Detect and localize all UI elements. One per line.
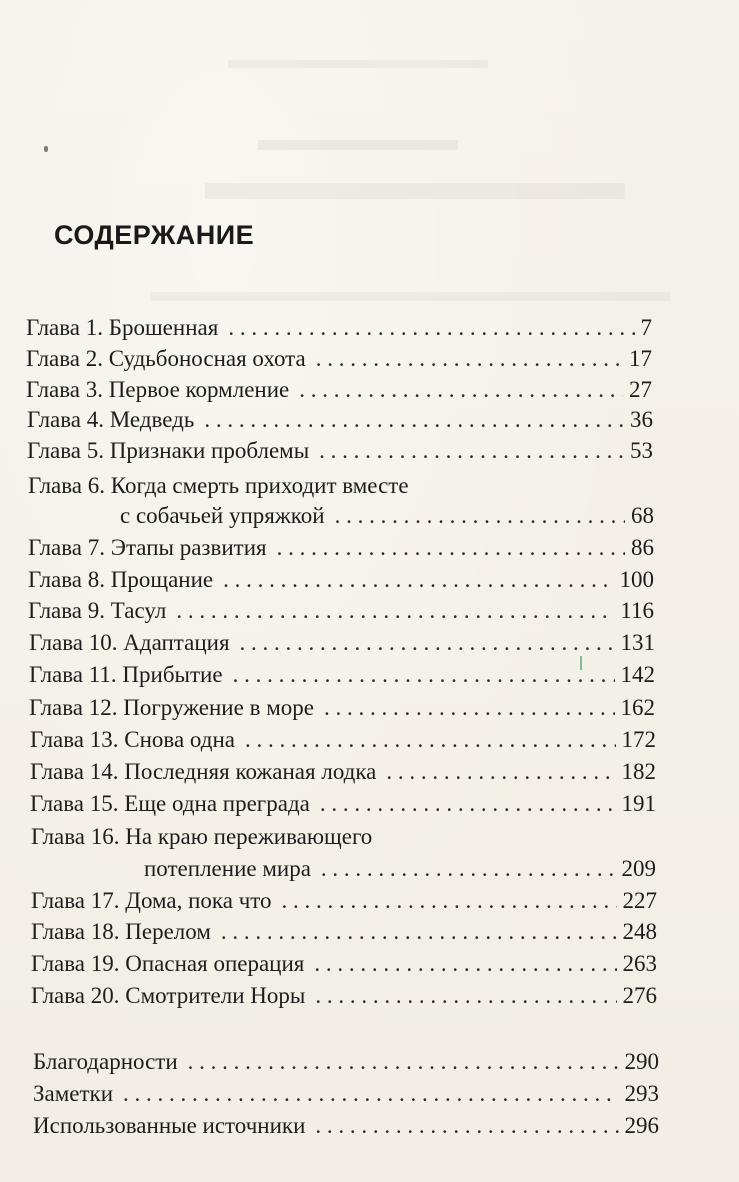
page-title: СОДЕРЖАНИЕ — [54, 220, 255, 250]
toc-page-number: 290 — [624, 1049, 659, 1074]
dot-leader — [321, 854, 616, 884]
toc-entry-label: Глава 19. Опасная операция — [31, 951, 305, 976]
toc-entry-label: Благодарности — [33, 1049, 178, 1074]
toc-entry[interactable] — [31, 886, 657, 916]
toc-entry[interactable] — [144, 854, 656, 884]
toc-page-number: 68 — [631, 503, 654, 528]
toc-entry[interactable] — [31, 949, 657, 979]
dot-leader — [240, 628, 615, 658]
dot-leader — [315, 981, 616, 1011]
dot-leader — [314, 949, 616, 979]
toc-entry[interactable] — [28, 565, 654, 595]
toc-entry[interactable] — [29, 628, 655, 658]
dot-leader — [277, 533, 625, 563]
dot-leader — [176, 596, 614, 626]
toc-entry[interactable] — [26, 313, 652, 343]
toc-page-number: 227 — [622, 888, 657, 913]
dot-leader — [315, 1111, 618, 1141]
dot-leader — [233, 660, 615, 690]
toc-entry-label: Глава 12. Погружение в море — [29, 695, 314, 720]
toc-entry-label: Глава 2. Судьбоносная охота — [26, 346, 306, 371]
toc-entry-label[interactable]: Глава 16. На краю переживающего — [31, 824, 373, 849]
dot-leader — [228, 313, 634, 343]
toc-page-number: 36 — [630, 407, 653, 432]
toc-page-number: 86 — [631, 535, 654, 560]
toc-page-number: 100 — [619, 567, 654, 592]
toc-page-number: 116 — [620, 598, 654, 623]
dot-leader — [386, 757, 615, 787]
toc-entry[interactable] — [27, 436, 653, 466]
toc-entry-label: Заметки — [33, 1081, 114, 1106]
toc-entry-label: Глава 7. Этапы развития — [28, 535, 267, 560]
toc-entry[interactable] — [33, 1079, 659, 1109]
toc-page-number: 172 — [621, 727, 656, 752]
toc-entry[interactable] — [29, 693, 655, 723]
toc-page-number: 27 — [629, 377, 652, 402]
toc-page-number: 276 — [622, 983, 657, 1008]
toc-entry[interactable] — [30, 757, 656, 787]
dot-leader — [335, 501, 625, 531]
toc-entry[interactable] — [26, 375, 652, 405]
toc-entry[interactable] — [33, 1047, 659, 1077]
toc-entry-label: Глава 18. Перелом — [31, 919, 211, 944]
toc-entry-label: Глава 15. Еще одна преграда — [30, 791, 310, 816]
toc-page-number: 7 — [640, 315, 652, 340]
dot-leader — [282, 886, 617, 916]
toc-entry[interactable] — [29, 660, 655, 690]
dot-leader — [221, 917, 617, 947]
toc-entry-label: Глава 4. Медведь — [27, 407, 195, 432]
toc-entry-label: Глава 13. Снова одна — [30, 727, 235, 752]
toc-entry[interactable] — [28, 596, 654, 626]
toc-entry-label[interactable]: Глава 6. Когда смерть приходит вместе — [28, 473, 409, 498]
toc-page-number: 182 — [621, 759, 656, 784]
dot-leader — [223, 565, 613, 595]
toc-entry-label: Использованные источники — [33, 1113, 306, 1138]
toc-entry-label: Глава 9. Тасул — [28, 598, 167, 623]
toc-entry-continuation: потепление мира — [144, 856, 311, 881]
dot-leader — [245, 725, 616, 755]
toc-page-number: 162 — [620, 695, 655, 720]
toc-page-number: 53 — [630, 438, 653, 463]
toc-page-number: 191 — [621, 791, 656, 816]
dot-leader — [204, 405, 624, 435]
toc-entry[interactable] — [30, 725, 656, 755]
toc-entry[interactable] — [120, 501, 654, 531]
dot-leader — [320, 789, 616, 819]
toc-entry[interactable] — [30, 789, 656, 819]
toc-page-number: 17 — [629, 346, 652, 371]
toc-entry-label: Глава 14. Последняя кожаная лодка — [30, 759, 377, 784]
toc-entry-label: Глава 5. Признаки проблемы — [27, 438, 310, 463]
toc-page-number: 296 — [624, 1113, 659, 1138]
toc-entry-label: Глава 10. Адаптация — [29, 630, 230, 655]
toc-entry-continuation: с собачьей упряжкой — [120, 503, 325, 528]
toc-page-number: 209 — [621, 856, 656, 881]
toc-entry[interactable] — [26, 344, 652, 374]
toc-page-number: 131 — [620, 630, 655, 655]
dot-leader — [319, 436, 624, 466]
toc-entry[interactable] — [31, 917, 657, 947]
toc-entry[interactable] — [33, 1111, 659, 1141]
toc-entry-label: Глава 11. Прибытие — [29, 662, 223, 687]
toc-entry-label: Глава 20. Смотрители Норы — [31, 983, 306, 1008]
toc-page-number: 142 — [620, 662, 655, 687]
dot-leader — [299, 375, 623, 405]
toc-entry[interactable] — [28, 533, 654, 563]
toc-entry-label: Глава 1. Брошенная — [26, 315, 219, 340]
toc-entry[interactable] — [31, 981, 657, 1011]
toc-page-number: 293 — [624, 1081, 659, 1106]
toc-entry[interactable] — [27, 405, 653, 435]
toc-entry-label: Глава 3. Первое кормление — [26, 377, 290, 402]
dot-leader — [324, 693, 615, 723]
toc-page-number: 248 — [622, 919, 657, 944]
toc-entry-label: Глава 8. Прощание — [28, 567, 214, 592]
dot-leader — [316, 344, 623, 374]
toc-entry-label: Глава 17. Дома, пока что — [31, 888, 272, 913]
dot-leader — [123, 1079, 618, 1109]
dot-leader — [188, 1047, 619, 1077]
toc-page-number: 263 — [622, 951, 657, 976]
